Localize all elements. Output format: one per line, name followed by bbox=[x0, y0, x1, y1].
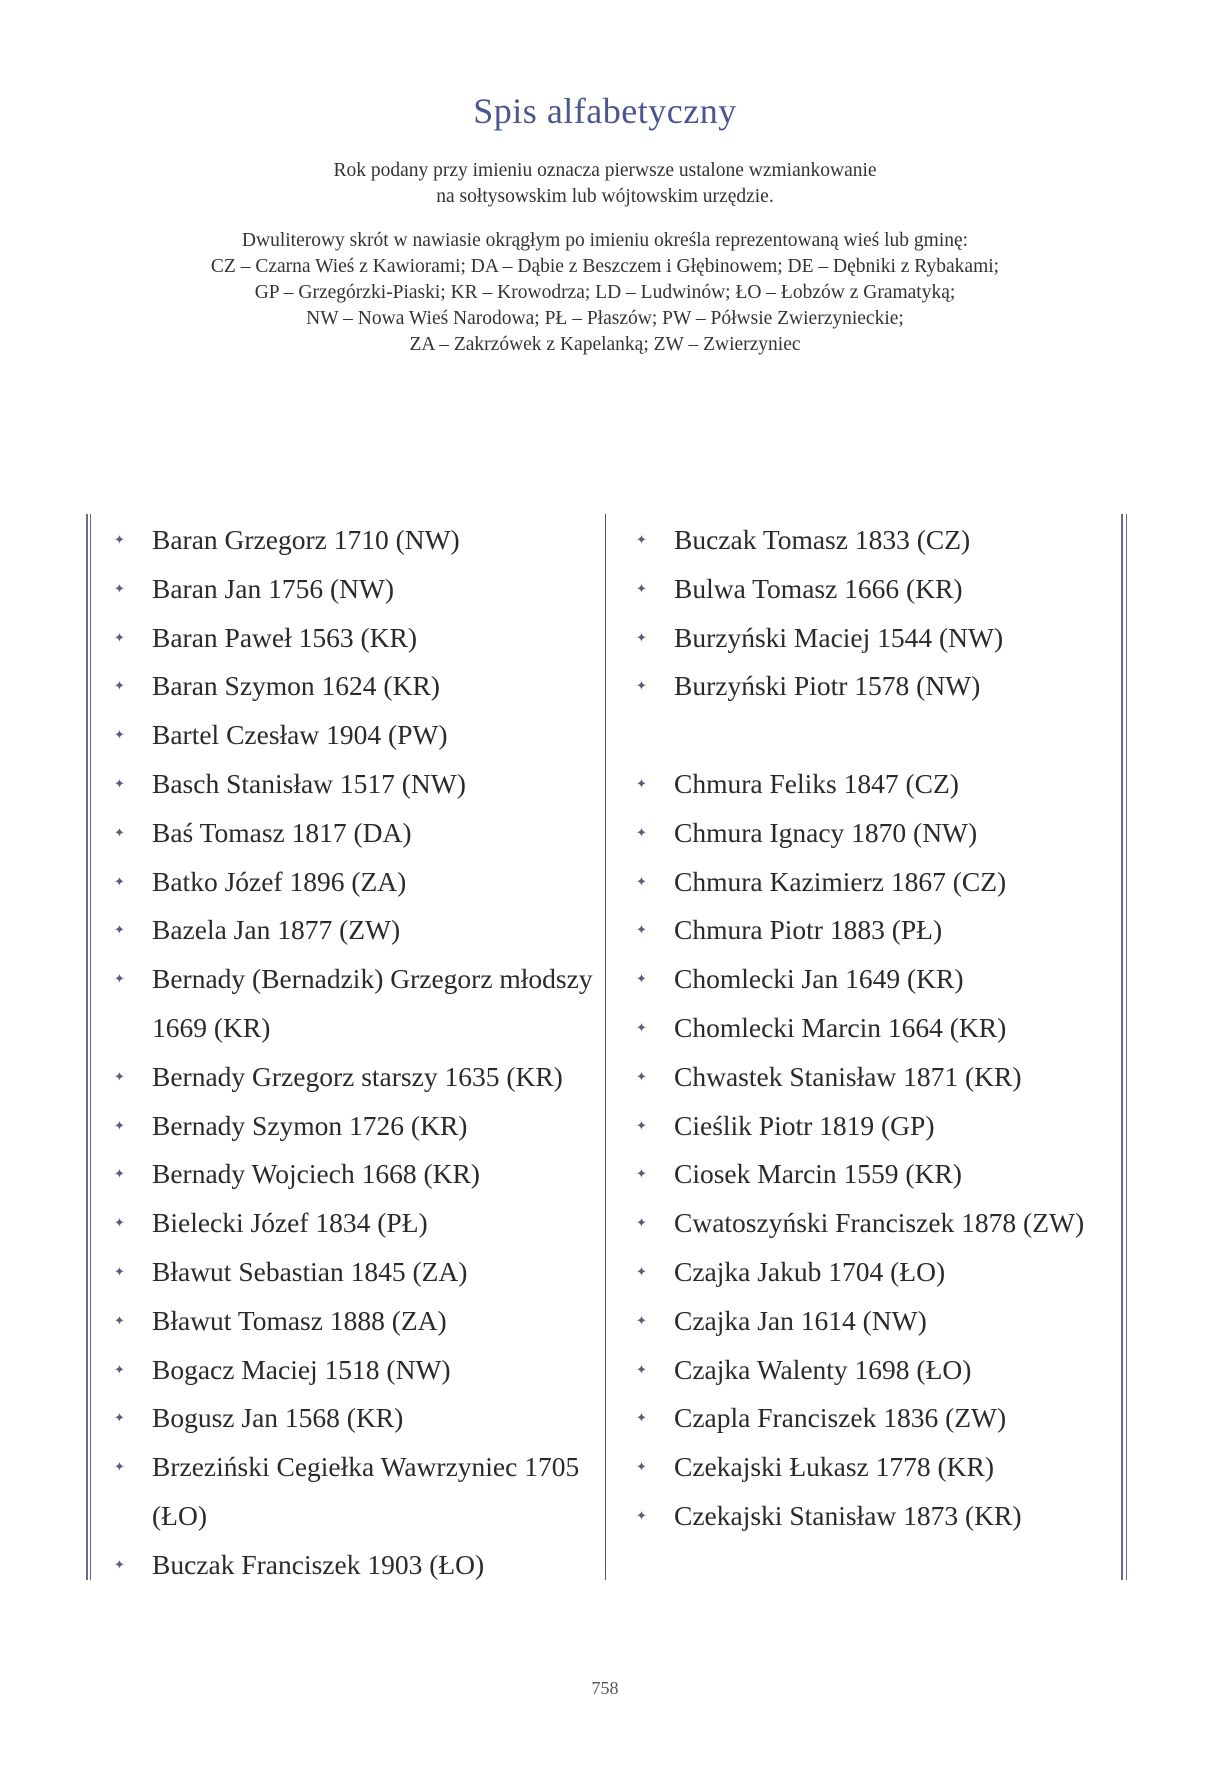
entry-text: Baran Paweł 1563 (KR) bbox=[152, 621, 418, 653]
page-title: Spis alfabetyczny bbox=[473, 91, 737, 131]
entry-text: Bławut Tomasz 1888 (ZA) bbox=[152, 1304, 447, 1336]
bullet-icon: ✦ bbox=[636, 1312, 647, 1328]
list-item bbox=[632, 1492, 1112, 1541]
bullet-icon: ✦ bbox=[636, 580, 647, 596]
entry-text: Baran Szymon 1624 (KR) bbox=[152, 670, 440, 702]
left-column-list bbox=[110, 516, 595, 1590]
bullet-icon: ✦ bbox=[114, 1361, 125, 1377]
bullet-icon: ✦ bbox=[636, 1117, 647, 1133]
list-item bbox=[632, 711, 1112, 760]
entry-text: Basch Stanisław 1517 (NW) bbox=[152, 767, 466, 799]
bullet-icon: ✦ bbox=[114, 1556, 125, 1572]
right-column-list bbox=[632, 516, 1112, 1541]
list-item bbox=[110, 516, 595, 565]
page-number: 758 bbox=[591, 1678, 619, 1698]
list-item bbox=[632, 809, 1112, 858]
list-item bbox=[110, 809, 595, 858]
list-item bbox=[110, 1443, 595, 1541]
entry-text: Czekajski Łukasz 1778 (KR) bbox=[674, 1451, 994, 1483]
entry-text: Burzyński Maciej 1544 (NW) bbox=[674, 621, 1004, 653]
left-border-rule-inner bbox=[90, 514, 91, 1580]
list-item bbox=[110, 760, 595, 809]
list-item bbox=[632, 1443, 1112, 1492]
list-item bbox=[632, 662, 1112, 711]
entry-text: Chwastek Stanisław 1871 (KR) bbox=[674, 1060, 1022, 1092]
list-item bbox=[632, 955, 1112, 1004]
entry-text: Czajka Jan 1614 (NW) bbox=[674, 1304, 927, 1336]
bullet-icon: ✦ bbox=[114, 727, 125, 743]
bullet-icon: ✦ bbox=[114, 629, 125, 645]
bullet-icon: ✦ bbox=[636, 1166, 647, 1182]
entry-text: Bielecki Józef 1834 (PŁ) bbox=[152, 1207, 428, 1239]
intro-line: Dwuliterowy skrót w nawiasie okrągłym po imieniu określa reprezentowaną wieś lub gminę: bbox=[241, 230, 969, 251]
bullet-icon: ✦ bbox=[114, 1166, 125, 1182]
entry-text: Chmura Ignacy 1870 (NW) bbox=[674, 816, 978, 848]
bullet-icon: ✦ bbox=[114, 1068, 125, 1084]
bullet-icon: ✦ bbox=[114, 678, 125, 694]
bullet-icon: ✦ bbox=[114, 1117, 125, 1133]
list-item bbox=[632, 858, 1112, 907]
list-item bbox=[632, 1150, 1112, 1199]
entry-text: Bernady Szymon 1726 (KR) bbox=[152, 1109, 468, 1141]
list-item bbox=[632, 516, 1112, 565]
intro-line: NW – Nowa Wieś Narodowa; PŁ – Płaszów; PW – Półwsie Zwierzynieckie; bbox=[306, 308, 904, 329]
bullet-icon: ✦ bbox=[636, 1019, 647, 1035]
entry-text: Buczak Tomasz 1833 (CZ) bbox=[674, 524, 971, 555]
entry-text: Czajka Jakub 1704 (ŁO) bbox=[674, 1255, 946, 1287]
intro-text bbox=[100, 158, 1110, 358]
list-item bbox=[110, 1248, 595, 1297]
bullet-icon: ✦ bbox=[636, 873, 647, 889]
bullet-icon: ✦ bbox=[636, 678, 647, 694]
bullet-icon: ✦ bbox=[636, 1068, 647, 1084]
intro-line: ZA – Zakrzówek z Kapelanką; ZW – Zwierzyniec bbox=[409, 334, 801, 355]
list-item bbox=[632, 1102, 1112, 1151]
list-item bbox=[632, 906, 1112, 955]
left-border-rule bbox=[86, 514, 88, 1580]
bullet-icon: ✦ bbox=[114, 1459, 125, 1475]
entry-text: Chmura Kazimierz 1867 (CZ) bbox=[674, 865, 1007, 897]
bullet-icon: ✦ bbox=[114, 580, 125, 596]
bullet-icon: ✦ bbox=[114, 1215, 125, 1231]
bullet-icon: ✦ bbox=[636, 922, 647, 938]
bullet-icon: ✦ bbox=[636, 1361, 647, 1377]
list-item bbox=[632, 565, 1112, 614]
entry-text: Brzeziński Cegiełka Wawrzyniec 1705 (ŁO) bbox=[152, 1451, 580, 1531]
list-item bbox=[632, 1297, 1112, 1346]
entry-text: Bulwa Tomasz 1666 (KR) bbox=[674, 572, 963, 604]
list-item bbox=[110, 1394, 595, 1443]
list-item bbox=[110, 1199, 595, 1248]
list-item bbox=[632, 1346, 1112, 1395]
list-item bbox=[110, 662, 595, 711]
entry-text: Chmura Feliks 1847 (CZ) bbox=[674, 767, 959, 799]
entry-text: Cieślik Piotr 1819 (GP) bbox=[674, 1109, 935, 1141]
intro-line: GP – Grzegórzki-Piaski; KR – Krowodrza; LD – Ludwinów; ŁO – Łobzów z Gramatyką; bbox=[254, 282, 956, 303]
bullet-icon: ✦ bbox=[636, 629, 647, 645]
entry-text: Czajka Walenty 1698 (ŁO) bbox=[674, 1353, 972, 1385]
entry-text: Ciosek Marcin 1559 (KR) bbox=[674, 1158, 962, 1190]
list-item bbox=[632, 760, 1112, 809]
entry-text: Bogusz Jan 1568 (KR) bbox=[152, 1402, 404, 1434]
list-item bbox=[632, 1199, 1112, 1248]
entry-text: Bazela Jan 1877 (ZW) bbox=[152, 914, 401, 946]
bullet-icon: ✦ bbox=[114, 532, 125, 547]
entry-text: Bogacz Maciej 1518 (NW) bbox=[152, 1353, 451, 1385]
list-item bbox=[110, 1297, 595, 1346]
list-item bbox=[110, 906, 595, 955]
intro-line: na sołtysowskim lub wójtowskim urzędzie. bbox=[436, 186, 774, 207]
bullet-icon: ✦ bbox=[114, 971, 125, 987]
list-item bbox=[632, 614, 1112, 663]
entry-text: Burzyński Piotr 1578 (NW) bbox=[674, 670, 981, 702]
bullet-icon: ✦ bbox=[636, 824, 647, 840]
list-item bbox=[632, 1053, 1112, 1102]
right-border-rule-inner bbox=[1126, 514, 1127, 1580]
list-item bbox=[110, 1150, 595, 1199]
bullet-icon: ✦ bbox=[114, 1263, 125, 1279]
entry-text: Batko Józef 1896 (ZA) bbox=[152, 865, 407, 897]
bullet-icon: ✦ bbox=[636, 1459, 647, 1475]
list-item bbox=[110, 565, 595, 614]
entry-text: Bartel Czesław 1904 (PW) bbox=[152, 719, 448, 751]
right-border-rule bbox=[1121, 514, 1123, 1580]
list-item bbox=[632, 1248, 1112, 1297]
bullet-icon: ✦ bbox=[636, 1215, 647, 1231]
intro-line: CZ – Czarna Wieś z Kawiorami; DA – Dąbie z Beszczem i Głębinowem; DE – Dębniki z Rybakami; bbox=[210, 256, 1000, 277]
list-item bbox=[110, 1102, 595, 1151]
list-item bbox=[632, 1394, 1112, 1443]
list-item bbox=[110, 858, 595, 907]
bullet-icon: ✦ bbox=[636, 971, 647, 987]
list-item bbox=[110, 614, 595, 663]
list-item bbox=[110, 1346, 595, 1395]
entry-text: Buczak Franciszek 1903 (ŁO) bbox=[152, 1548, 485, 1580]
entry-text: Bławut Sebastian 1845 (ZA) bbox=[152, 1255, 468, 1287]
list-item bbox=[110, 955, 595, 1053]
entry-text: Baran Grzegorz 1710 (NW) bbox=[152, 524, 460, 555]
entry-text: Bernady (Bernadzik) Grzegorz młodszy 1669 (KR) bbox=[152, 963, 593, 1043]
entry-text: Chmura Piotr 1883 (PŁ) bbox=[674, 914, 943, 946]
bullet-icon: ✦ bbox=[636, 775, 647, 791]
entry-text: Cwatoszyński Franciszek 1878 (ZW) bbox=[674, 1207, 1085, 1239]
entry-text: Czekajski Stanisław 1873 (KR) bbox=[674, 1499, 1022, 1531]
bullet-icon: ✦ bbox=[636, 1507, 647, 1523]
entry-text: Chomlecki Marcin 1664 (KR) bbox=[674, 1011, 1007, 1043]
list-item bbox=[110, 1053, 595, 1102]
bullet-icon: ✦ bbox=[114, 922, 125, 938]
intro-line: Rok podany przy imieniu oznacza pierwsze ustalone wzmiankowanie bbox=[333, 160, 877, 181]
bullet-icon: ✦ bbox=[636, 1410, 647, 1426]
entry-text: Baran Jan 1756 (NW) bbox=[152, 572, 395, 604]
entry-text: Bernady Grzegorz starszy 1635 (KR) bbox=[152, 1060, 563, 1092]
column-divider bbox=[605, 514, 606, 1580]
entry-text: Chomlecki Jan 1649 (KR) bbox=[674, 963, 964, 995]
bullet-icon: ✦ bbox=[114, 873, 125, 889]
list-item bbox=[110, 711, 595, 760]
list-item bbox=[632, 1004, 1112, 1053]
bullet-icon: ✦ bbox=[114, 775, 125, 791]
entry-text: Bernady Wojciech 1668 (KR) bbox=[152, 1158, 480, 1190]
entry-text: Czapla Franciszek 1836 (ZW) bbox=[674, 1402, 1007, 1434]
list-item bbox=[110, 1541, 595, 1590]
entry-text: Baś Tomasz 1817 (DA) bbox=[152, 816, 412, 848]
bullet-icon: ✦ bbox=[114, 1312, 125, 1328]
bullet-icon: ✦ bbox=[114, 824, 125, 840]
bullet-icon: ✦ bbox=[636, 532, 647, 547]
bullet-icon: ✦ bbox=[636, 1263, 647, 1279]
bullet-icon: ✦ bbox=[114, 1410, 125, 1426]
